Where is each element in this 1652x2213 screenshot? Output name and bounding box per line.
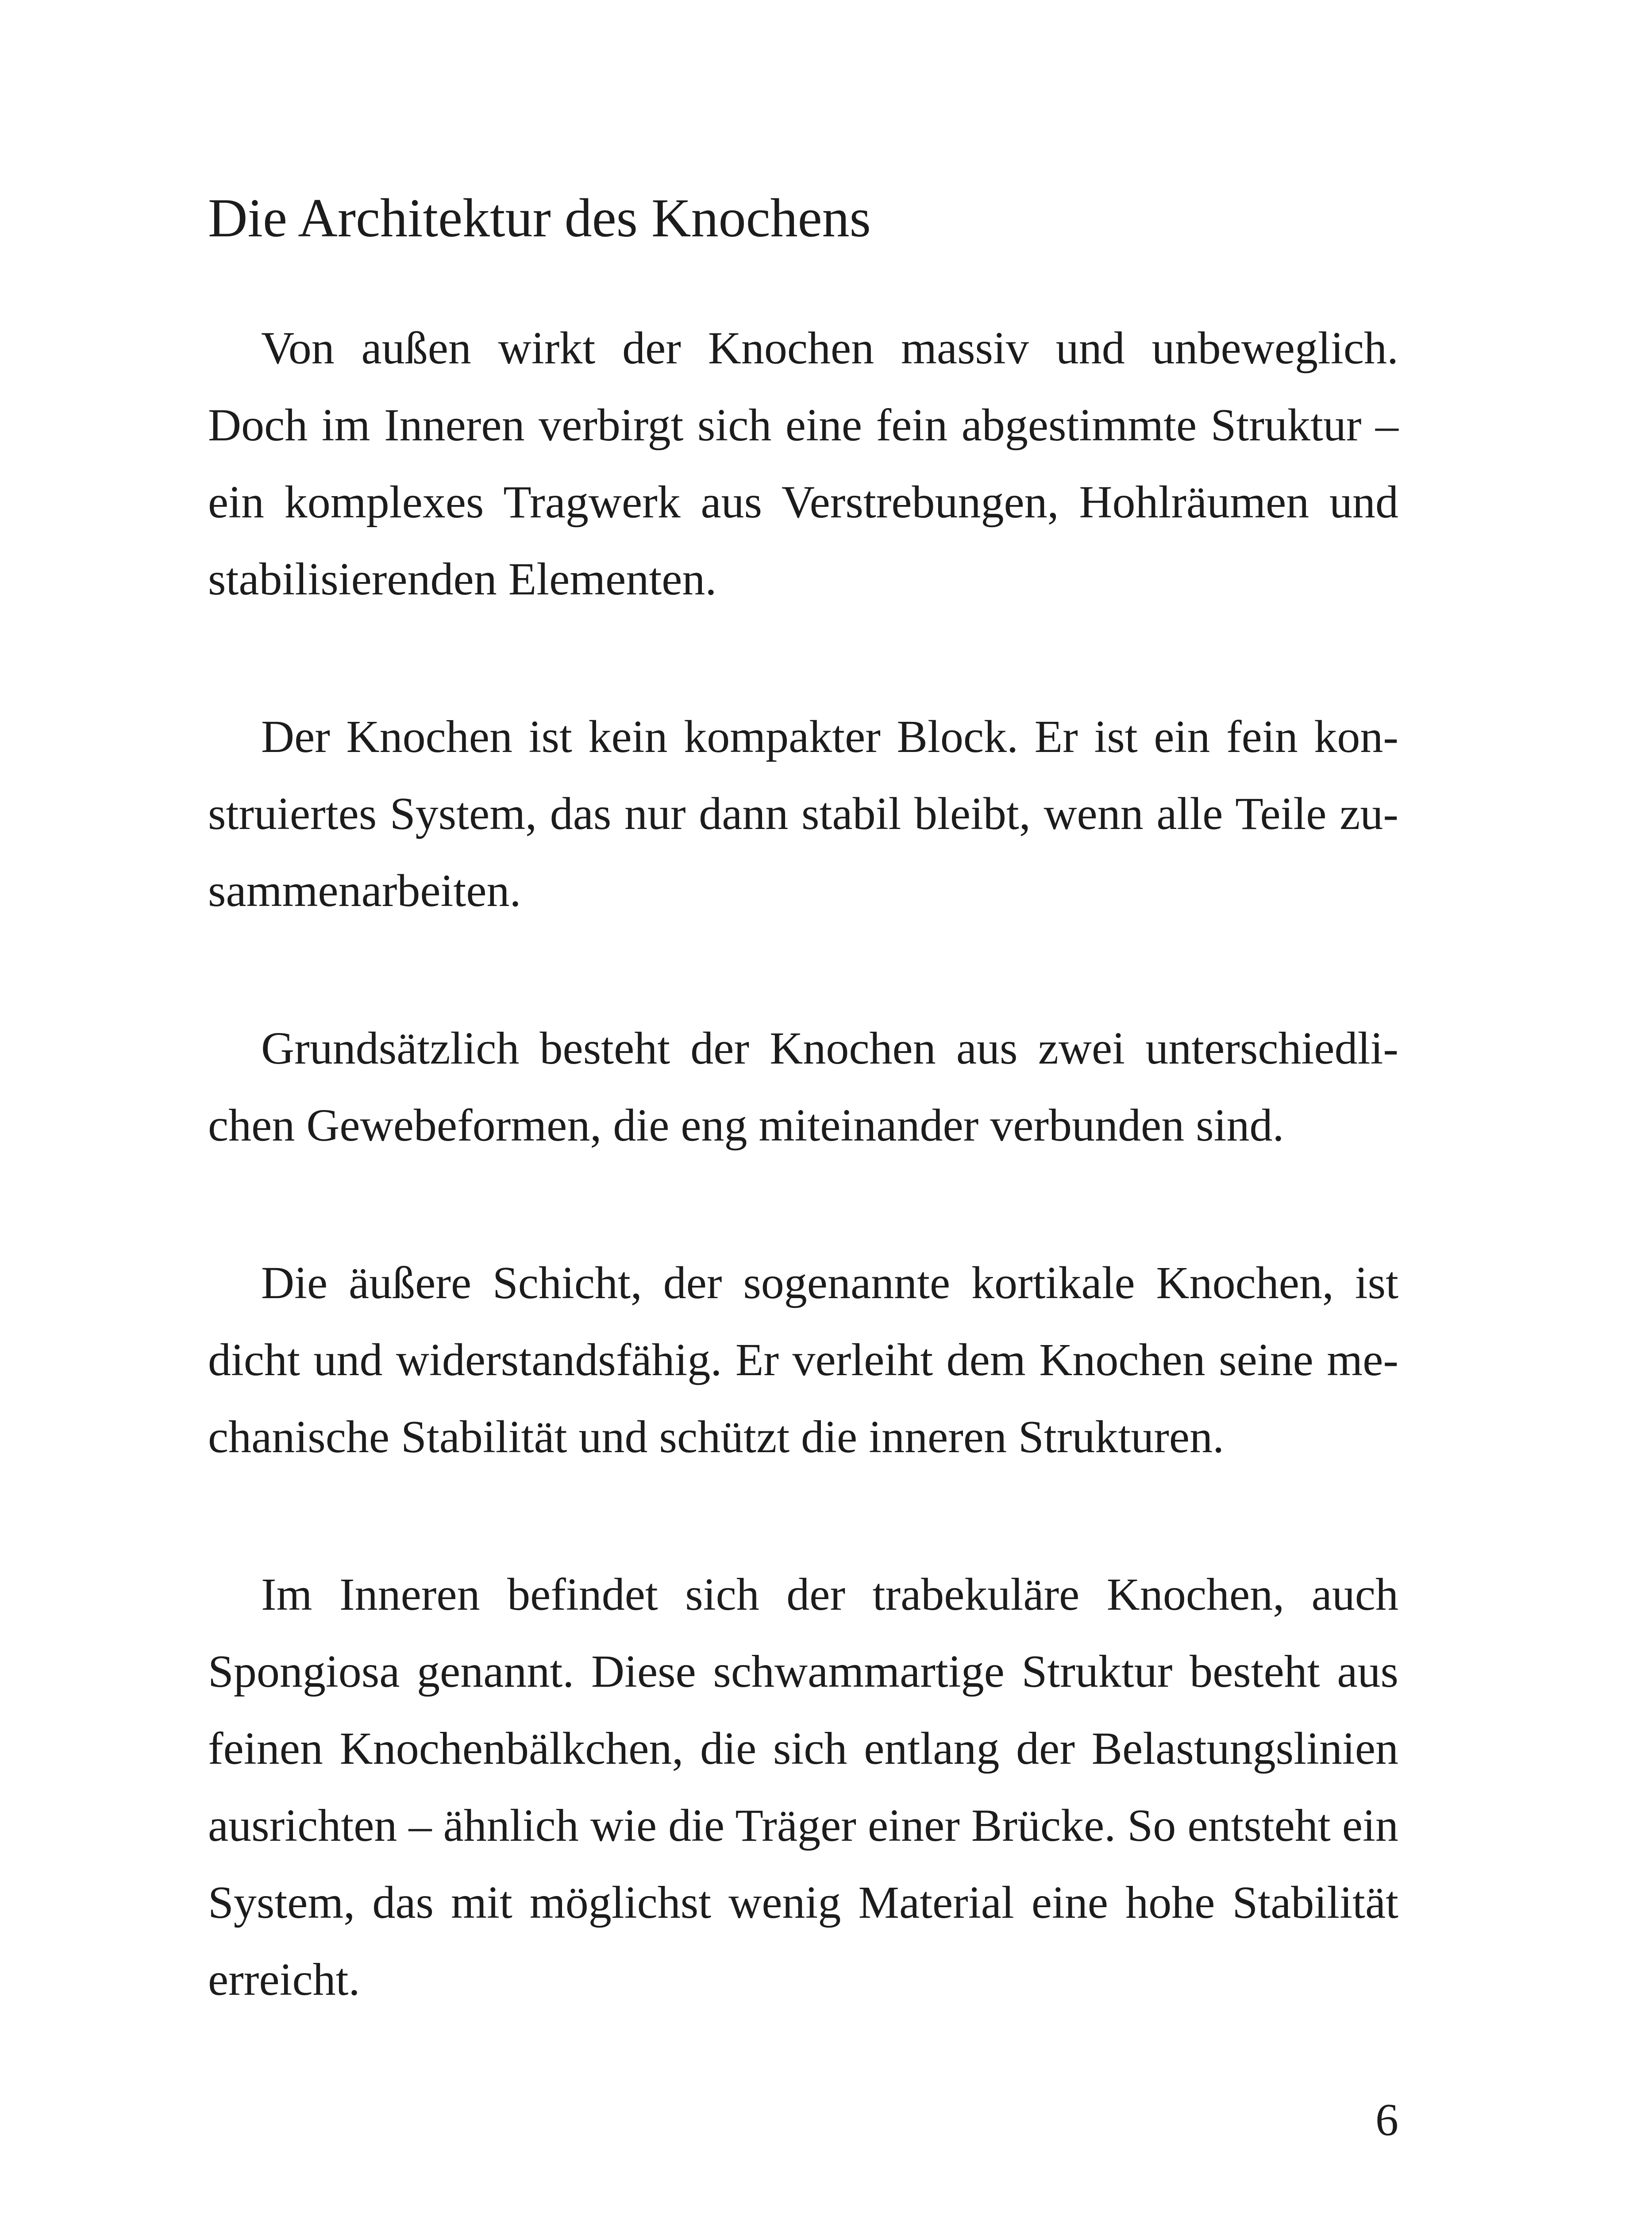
chapter-title: Die Architektur des Knochens	[208, 188, 871, 248]
page-number: 6	[1375, 2094, 1398, 2145]
paragraph: Grundsätzlich besteht der Knochen aus zwei unterschiedlichen Gewebeformen, die eng miteinander verbunden sind.	[208, 1023, 1398, 1151]
paragraph: Der Knochen ist kein kompakter Block. Er ist ein fein konstruiertes System, das nur dann stabil bleibt, wenn alle Teile zusammenarbeiten.	[208, 711, 1398, 916]
paragraph: Im Inneren befindet sich der trabekuläre Knochen, auch Spongiosa genannt. Diese schwammartige Struktur besteht aus feinen Knochenbälkchen, die sich entlang der Belastungslinien ausrichten – ähnlich wie die Träger einer Brücke. So entsteht ein System, das mit möglichst wenig Material eine hohe Stabilität erreicht.	[208, 1569, 1398, 2005]
paragraph: Die äußere Schicht, der sogenannte kortikale Knochen, ist dicht und widerstandsfähig. Er verleiht dem Knochen seine mechanische Stabilität und schützt die inneren Strukturen.	[208, 1257, 1398, 1462]
body-text	[208, 310, 1398, 2099]
paragraph: Von außen wirkt der Knochen massiv und unbeweglich. Doch im Inneren verbirgt sich eine fein abgestimmte Struktur – ein komplexes Tragwerk aus Verstrebungen, Hohlräumen und stabilisierenden Elementen.	[208, 323, 1398, 605]
